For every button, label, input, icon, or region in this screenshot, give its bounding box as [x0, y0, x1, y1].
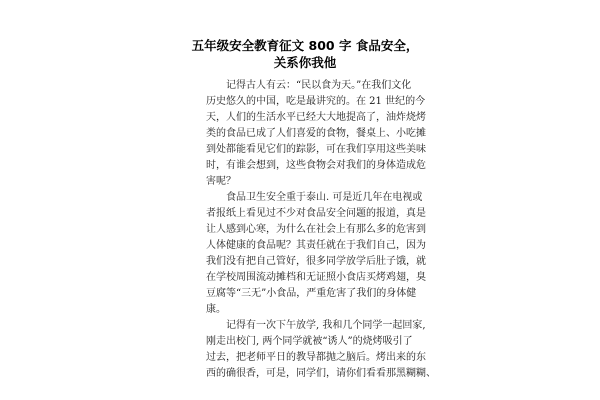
body-line: 西的确很香，可是，同学们，请你们看看那黑糊糊、 [206, 368, 436, 379]
body-line: 人体健康的食品呢？其责任就在于我们自己，因为 [206, 240, 426, 251]
document-title-line-1: 五年级安全教育征文 800 字 食品安全， [191, 38, 419, 53]
body-line: 刚走出校门, 两个同学就被“诱人”的烧烤吸引了 [206, 336, 413, 347]
body-line: 康。 [206, 304, 226, 315]
body-line: 过去，把老师平日的教导都抛之脑后。烤出来的东 [206, 352, 426, 363]
body-line: 在学校周围流动摊档和无证照小食店买烤鸡翅，臭 [206, 272, 426, 283]
body-line: 天，人们的生活水平已经大大地提高了，油炸烧烤 [206, 112, 426, 123]
body-line: 我们没有把自己管好，很多同学放学后肚子饿，就 [206, 256, 426, 267]
body-line: 者报纸上看见过不少对食品安全问题的报道，真是 [206, 208, 426, 219]
body-line: 历史悠久的中国，吃是最讲究的。在 21 世纪的今 [206, 96, 426, 107]
body-line: 食品卫生安全重于泰山. 可是近几年在电视或 [206, 192, 423, 203]
document-title-line-2: 关系你我他 [273, 55, 337, 70]
body-line: 豆腐等“三无”小食品，严重危害了我们的身体健 [206, 288, 417, 299]
body-line: 让人感到心寒，为什么在社会上有那么多的危害到 [206, 224, 426, 235]
body-line: 类的食品已成了人们喜爱的食物，餐桌上、小吃摊 [206, 128, 426, 139]
body-line: 记得古人有云：“民以食为天。”在我们文化 [206, 80, 412, 91]
body-line: 到处都能看见它们的踪影，可在我们享用这些美味 [206, 144, 426, 155]
body-line: 时，有谁会想到，这些食物会对我们的身体造成危 [206, 160, 426, 171]
body-line: 记得有一次下午放学, 我和几个同学一起回家, [206, 320, 426, 331]
body-line: 害呢？ [206, 176, 236, 187]
